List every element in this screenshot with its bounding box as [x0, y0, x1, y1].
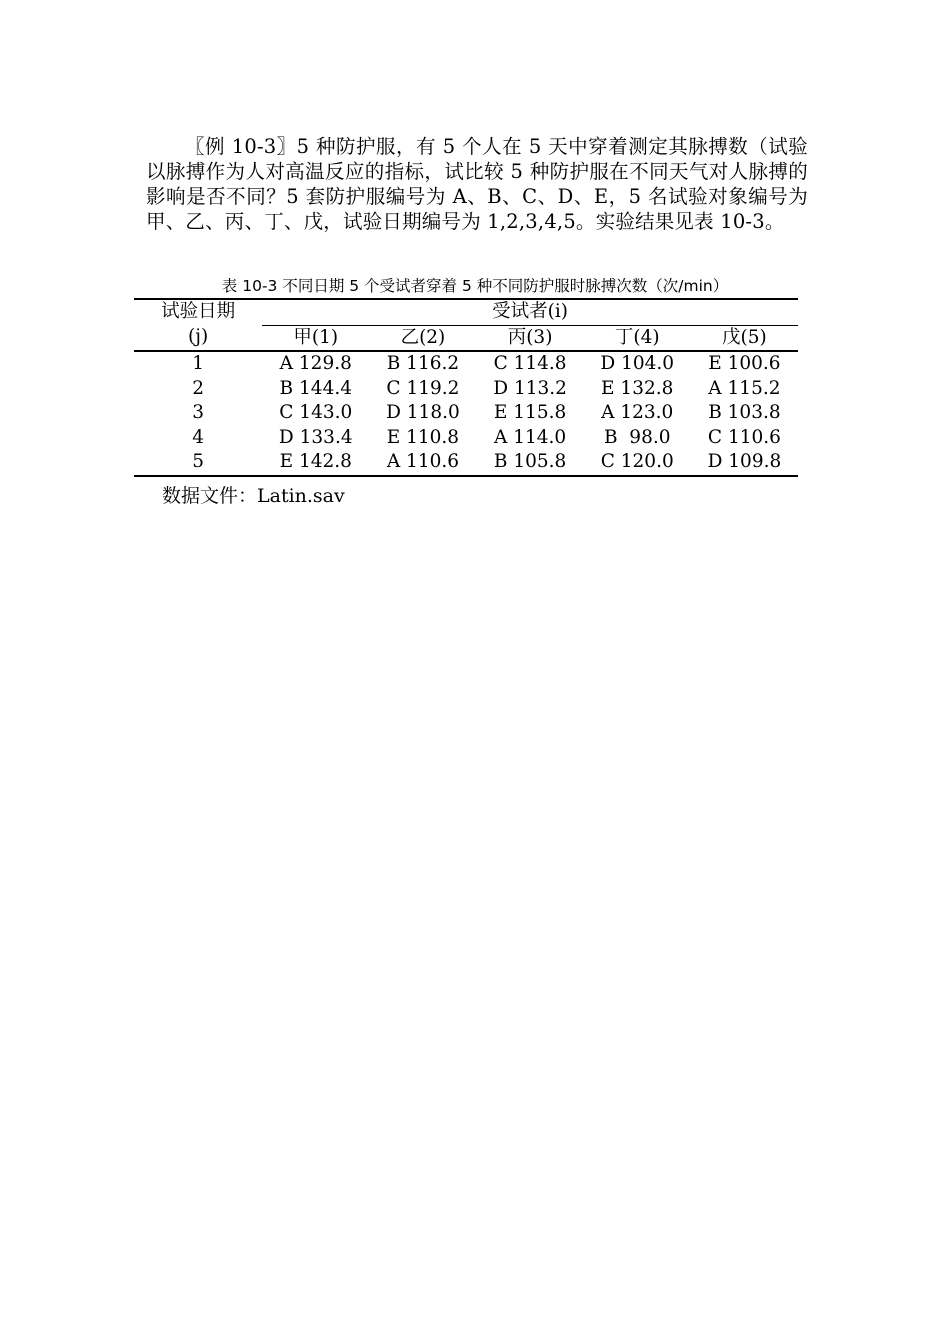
table-cell: E 132.8: [601, 377, 674, 399]
table-cell: A 123.0: [601, 402, 674, 423]
pulse-table: [134, 298, 798, 477]
day-cell: 3: [192, 402, 204, 423]
table-cell: E 110.8: [386, 426, 460, 448]
table-cell: D 118.0: [386, 402, 460, 423]
table-cell: B 105.8: [493, 451, 567, 472]
group-header-subjects: 受试者(i): [262, 299, 798, 325]
table-cell: C 119.2: [386, 377, 460, 399]
row-header-index: (j): [134, 325, 262, 351]
table-row: [134, 377, 798, 402]
table-cell: A 110.6: [386, 451, 460, 472]
table-row: [134, 401, 798, 426]
table-cell: E 100.6: [708, 353, 781, 374]
table-cell: A 129.8: [279, 353, 352, 374]
table-cell: C 143.0: [279, 402, 353, 423]
table-cell: E 115.8: [493, 402, 567, 423]
table-caption: 表 10-3 不同日期 5 个受试者穿着 5 种不同防护服时脉搏次数（次/min）: [221, 277, 729, 295]
table-cell: B 103.8: [708, 402, 781, 423]
table-cell: D 133.4: [278, 426, 353, 448]
data-file-note: 数据文件：Latin.sav: [162, 485, 345, 507]
table-cell: B 116.2: [386, 353, 460, 374]
day-cell: 2: [192, 377, 204, 399]
table-cell: C 110.6: [707, 426, 781, 448]
table-row: [134, 450, 798, 476]
column-header: 戊(5): [691, 325, 798, 351]
table-cell: B 144.4: [279, 377, 352, 399]
table-cell: C 114.8: [493, 353, 567, 374]
table-cell: D 104.0: [600, 353, 675, 374]
table-cell: B 98.0: [603, 426, 671, 448]
table-cell: A 114.0: [493, 426, 567, 448]
row-header-date: 试验日期: [161, 301, 236, 323]
table-cell: D 113.2: [493, 377, 567, 399]
table-row: [134, 426, 798, 451]
column-header: 甲(1): [262, 325, 369, 351]
day-cell: 4: [192, 426, 204, 448]
column-header: 乙(2): [369, 325, 476, 351]
table-row: [134, 351, 798, 377]
table-cell: A 115.2: [708, 377, 781, 399]
day-cell: 1: [192, 353, 204, 374]
column-header: 丁(4): [584, 325, 691, 351]
column-header: 丙(3): [477, 325, 584, 351]
example-paragraph: 〖例 10-3〗5 种防护服，有 5 个人在 5 天中穿着测定其脉搏数（试验以脉搏作为人对高温反应的指标，试比较 5 种防护服在不同天气对人脉搏的影响是否不同？5 套防护服编号为 A、B、C、D、E，5 名试验对象编号为甲、乙、丙、丁、戊，试验日期编号为 1,2,3,4,5。实验结果见表 10-3。: [146, 135, 808, 233]
table-cell: D 109.8: [707, 451, 782, 472]
day-cell: 5: [192, 451, 204, 472]
table-cell: E 142.8: [279, 451, 352, 472]
table-cell: C 120.0: [600, 451, 674, 472]
